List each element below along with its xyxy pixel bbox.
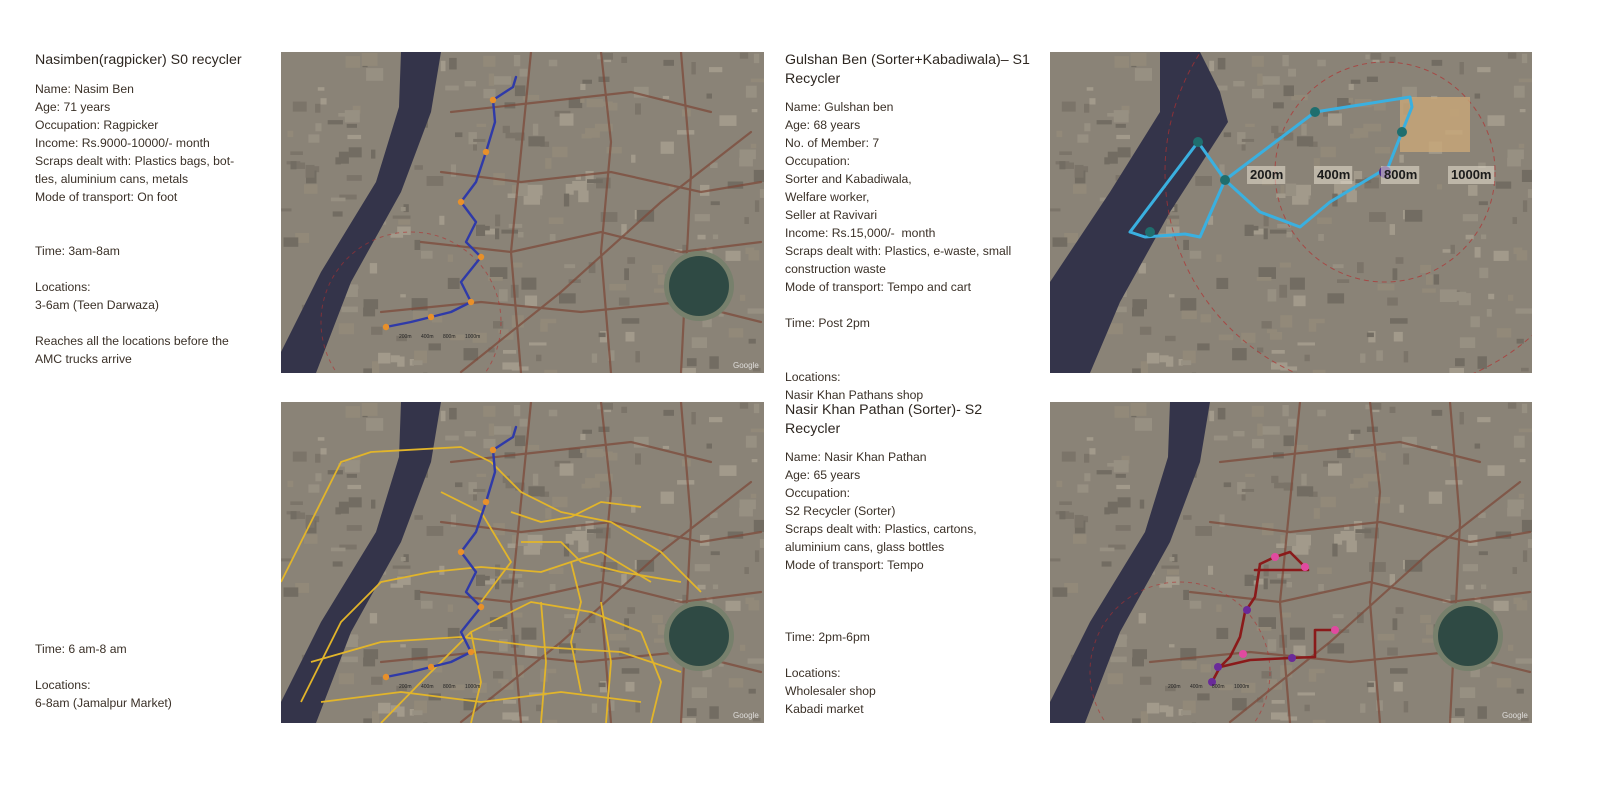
scale-label: 800m <box>443 334 456 340</box>
scale-label: 800m <box>1212 684 1225 690</box>
collection-point <box>468 649 474 655</box>
profile-title <box>785 401 1045 438</box>
profile-detail-line: Income: Rs.15,000/- month <box>785 226 936 240</box>
collection-point <box>1310 107 1320 117</box>
profile-detail-line: tles, aluminium cans, metals <box>35 171 189 186</box>
spacer <box>35 206 270 224</box>
wholesaler-point <box>1271 553 1279 561</box>
profile-detail-line: Kabadi market <box>785 702 864 716</box>
profile-detail-line: aluminium cans, glass bottles <box>785 540 945 554</box>
kabadi-point <box>1243 606 1251 614</box>
profile-nasimben <box>35 51 270 368</box>
wholesaler-point <box>1239 650 1247 658</box>
collection-point <box>490 447 496 453</box>
lake <box>669 606 729 666</box>
profile-detail-line: Scraps dealt with: Plastics, e-waste, small <box>785 244 1012 258</box>
collection-point <box>478 604 484 610</box>
profile-nasir-khan-pathan <box>785 401 1045 718</box>
profile-detail-line: Time: 3am-8am <box>35 243 120 258</box>
spacer <box>785 646 1045 664</box>
collection-point <box>490 97 496 103</box>
profile-detail-line: Scraps dealt with: Plastics, cartons, <box>785 522 977 536</box>
profile-detail-line: Mode of transport: Tempo <box>785 558 924 572</box>
scale-label: 1000m <box>465 684 481 690</box>
wholesaler-point <box>1301 563 1309 571</box>
profile-detail-line: Locations: <box>35 279 91 294</box>
collection-point <box>483 499 489 505</box>
profile-detail-line: 6-8am (Jamalpur Market) <box>35 696 172 710</box>
collection-point <box>1220 175 1230 185</box>
lake <box>1438 606 1498 666</box>
scale-label: 1000m <box>465 334 481 340</box>
spacer <box>35 224 270 242</box>
scale-label: 400m <box>421 684 434 690</box>
profile-detail-line: Time: 2pm-6pm <box>785 630 870 644</box>
profile-title-line: Nasir Khan Pathan (Sorter)- S2 <box>785 402 983 418</box>
collection-point <box>1145 227 1155 237</box>
profile-detail-line: AMC trucks arrive <box>35 351 132 366</box>
profile-detail-line: 3-6am (Teen Darwaza) <box>35 297 159 312</box>
spacer <box>785 350 1045 368</box>
collection-point <box>383 674 389 680</box>
profile-detail-line: Welfare worker, <box>785 190 870 204</box>
scale-label: 400m <box>1317 167 1351 182</box>
profile-title <box>35 51 270 70</box>
profile-title-line: Recycler <box>785 70 841 87</box>
google-watermark: Google <box>1502 711 1528 720</box>
collection-point <box>383 324 389 330</box>
collection-point <box>468 299 474 305</box>
profile-detail-line: Seller at Ravivari <box>785 208 878 222</box>
profile-detail-line: Name: Nasir Khan Pathan <box>785 450 927 464</box>
scale-label: 1000m <box>1451 167 1492 182</box>
profile-nasimben-morning <box>35 640 270 712</box>
collection-point <box>483 149 489 155</box>
kabadi-point <box>1288 654 1296 662</box>
profile-detail-line: S2 Recycler (Sorter) <box>785 504 896 518</box>
profile-detail-line: Sorter and Kabadiwala, <box>785 172 912 186</box>
profile-detail-line: Locations: <box>35 678 91 692</box>
profile-detail-line: Occupation: <box>785 486 851 500</box>
collection-point <box>1397 127 1407 137</box>
profile-detail-line: Scraps dealt with: Plastics bags, bot- <box>35 153 235 168</box>
scale-label: 400m <box>1190 684 1203 690</box>
profile-detail-line: Wholesaler shop <box>785 684 876 698</box>
scale-label: 200m <box>399 684 412 690</box>
profile-detail-line: Name: Nasim Ben <box>35 81 134 96</box>
profile-detail-line: Age: 65 years <box>785 468 861 482</box>
profile-detail-line: Mode of transport: Tempo and cart <box>785 280 972 294</box>
profile-detail-line: Mode of transport: On foot <box>35 189 178 204</box>
profile-title-line: Nasimben(ragpicker) S0 recycler <box>35 52 242 68</box>
collection-point <box>478 254 484 260</box>
profile-detail-line: Locations: <box>785 370 841 384</box>
profile-detail-line: Time: 6 am-8 am <box>35 642 127 656</box>
google-watermark: Google <box>733 711 759 720</box>
scale-label: 200m <box>399 334 412 340</box>
profile-detail-line: Age: 71 years <box>35 99 111 114</box>
map-gulshan-route <box>1050 52 1532 373</box>
spacer <box>35 658 270 676</box>
scale-label: 200m <box>1250 167 1284 182</box>
collection-point <box>428 664 434 670</box>
spacer <box>35 314 270 332</box>
profile-title <box>785 51 1045 88</box>
map-nasir-khan-route <box>1050 402 1532 723</box>
spacer <box>785 574 1045 592</box>
collection-point <box>458 199 464 205</box>
profile-detail-line: Time: Post 2pm <box>785 316 870 330</box>
profile-detail-line: Occupation: <box>785 154 851 168</box>
spacer <box>785 296 1045 314</box>
spacer <box>785 592 1045 610</box>
map-nasimben-route <box>281 52 764 373</box>
profile-detail-line: Name: Gulshan ben <box>785 100 894 114</box>
profile-detail-line: Income: Rs.9000-10000/- month <box>35 135 210 150</box>
spacer <box>785 332 1045 350</box>
map-nasimben-all-routes <box>281 402 764 723</box>
google-watermark: Google <box>733 361 759 370</box>
profile-detail-line: Reaches all the locations before the <box>35 333 229 348</box>
collection-point <box>458 549 464 555</box>
profile-detail-line: construction waste <box>785 262 886 276</box>
scale-label: 200m <box>1168 684 1181 690</box>
profile-detail-line: Age: 68 years <box>785 118 861 132</box>
collection-point <box>1193 137 1203 147</box>
profile-title-line: Gulshan Ben (Sorter+Kabadiwala)– S1 <box>785 52 1030 68</box>
profile-gulshan-ben <box>785 51 1045 404</box>
scale-label: 800m <box>443 684 456 690</box>
spacer <box>785 610 1045 628</box>
profile-detail-line: No. of Member: 7 <box>785 136 880 150</box>
spacer <box>35 260 270 278</box>
scale-label: 1000m <box>1234 684 1250 690</box>
lake <box>669 256 729 316</box>
profile-title-line: Recycler <box>785 420 841 437</box>
wholesaler-point <box>1331 626 1339 634</box>
scale-label: 800m <box>1384 167 1418 182</box>
kabadi-point <box>1214 663 1222 671</box>
collection-point <box>428 314 434 320</box>
scale-label: 400m <box>421 334 434 340</box>
profile-detail-line: Nasir Khan Pathans shop <box>785 388 924 402</box>
profile-detail-line: Occupation: Ragpicker <box>35 117 159 132</box>
profile-detail-line: Locations: <box>785 666 841 680</box>
